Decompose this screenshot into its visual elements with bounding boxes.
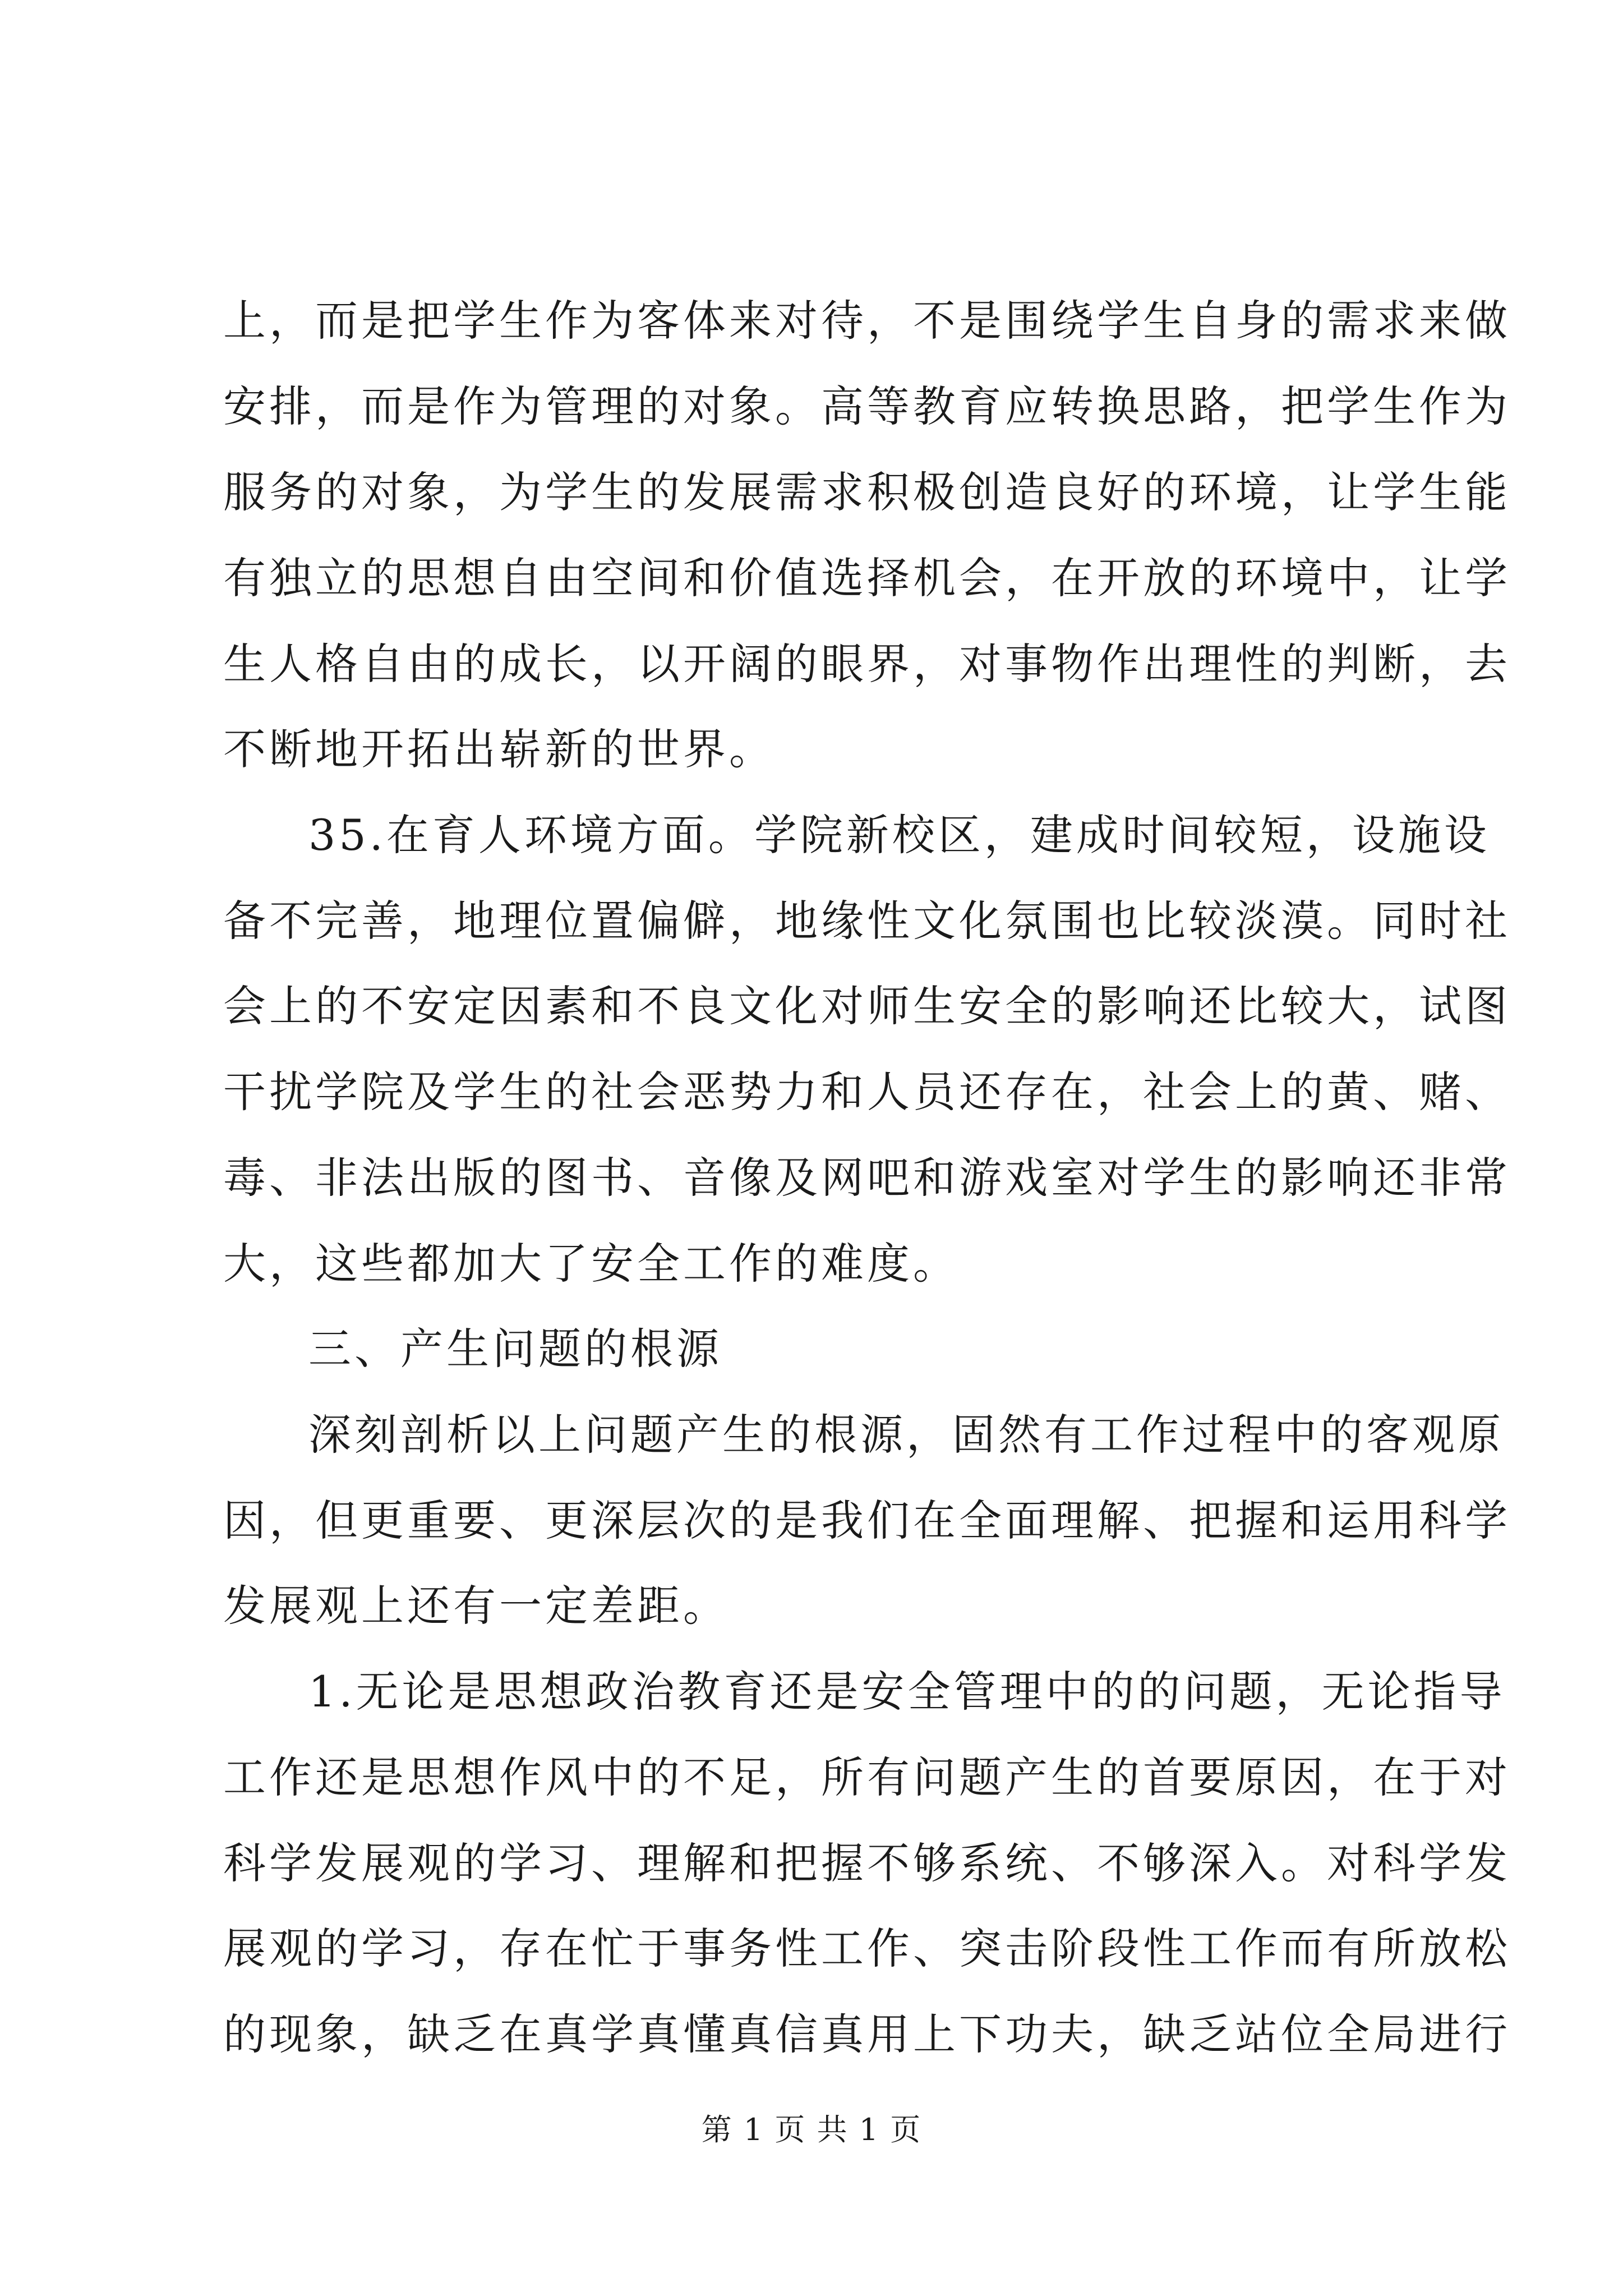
text-line: 因，但更重要、更深层次的是我们在全面理解、把握和运用科学 [223, 1496, 1511, 1545]
text-line: 干扰学院及学生的社会恶势力和人员还存在，社会上的黄、赌、 [223, 1067, 1511, 1117]
section-heading: 三、产生问题的根源 [308, 1324, 722, 1374]
text-line: 上，而是把学生作为客体来对待，不是围绕学生自身的需求来做 [223, 296, 1511, 346]
text-line: 展观的学习，存在忙于事务性工作、突击阶段性工作而有所放松 [223, 1924, 1511, 1973]
text-line: 发展观上还有一定差距。 [223, 1581, 729, 1631]
page-footer: 第 1 页 共 1 页 [701, 2112, 922, 2147]
text-line: 工作还是思想作风中的不足，所有问题产生的首要原因，在于对 [223, 1752, 1511, 1802]
text-line: 会上的不安定因素和不良文化对师生安全的影响还比较大，试图 [223, 981, 1511, 1031]
text-line: 大，这些都加大了安全工作的难度。 [223, 1239, 959, 1289]
text-line: 有独立的思想自由空间和价值选择机会，在开放的环境中，让学 [223, 553, 1511, 603]
text-line: 的现象，缺乏在真学真懂真信真用上下功夫，缺乏站位全局进行 [223, 2009, 1511, 2059]
text-line: 科学发展观的学习、理解和把握不够系统、不够深入。对科学发 [223, 1838, 1511, 1888]
text-line: 不断地开拓出崭新的世界。 [223, 724, 775, 774]
text-line: 生人格自由的成长，以开阔的眼界，对事物作出理性的判断，去 [223, 639, 1511, 689]
text-line: 深刻剖析以上问题产生的根源，固然有工作过程中的客观原 [308, 1410, 1504, 1460]
text-line: 毒、非法出版的图书、音像及网吧和游戏室对学生的影响还非常 [223, 1153, 1511, 1203]
text-line: 1.无论是思想政治教育还是安全管理中的的问题，无论指导 [308, 1667, 1506, 1717]
text-line: 备不完善，地理位置偏僻，地缘性文化氛围也比较淡漠。同时社 [223, 896, 1511, 946]
text-line: 35.在育人环境方面。学院新校区，建成时间较短，设施设 [308, 810, 1490, 860]
text-line: 安排，而是作为管理的对象。高等教育应转换思路，把学生作为 [223, 381, 1511, 431]
text-line: 服务的对象，为学生的发展需求积极创造良好的环境，让学生能 [223, 467, 1511, 517]
